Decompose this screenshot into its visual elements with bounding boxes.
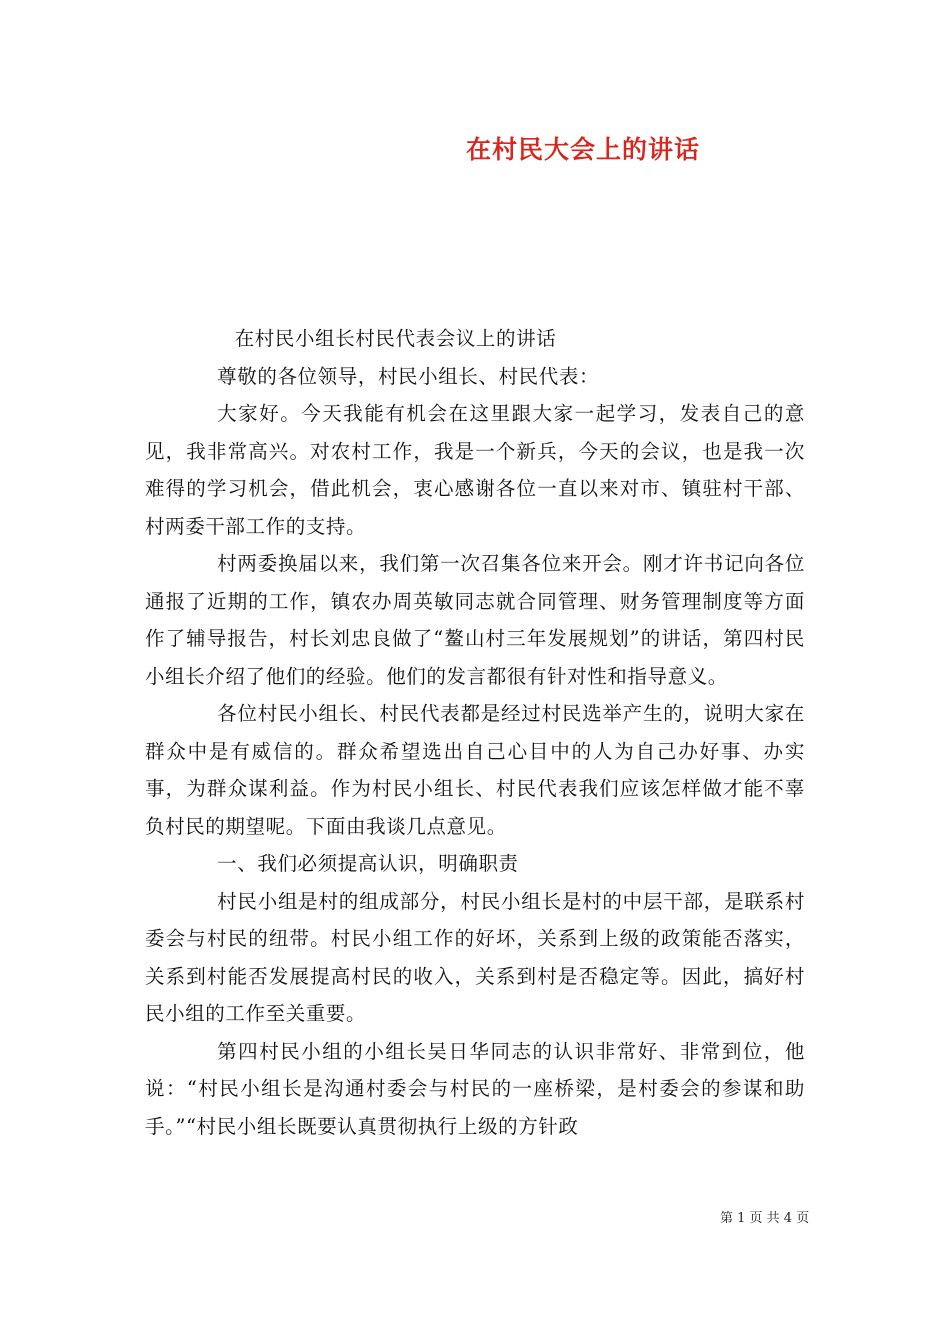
body-paragraph: 村两委换届以来，我们第一次召集各位来开会。刚才许书记向各位通报了近期的工作，镇农办周英敏同志就合同管理、财务管理制度等方面作了辅导报告，村长刘忠良做了“鳌山村三年发展规划”的讲话，第四村民小组长介绍了他们的经验。他们的发言都很有针对性和指导意义。 [145, 552, 805, 688]
body-paragraph: 大家好。今天我能有机会在这里跟大家一起学习，发表自己的意见，我非常高兴。对农村工作，我是一个新兵，今天的会议，也是我一次难得的学习机会，借此机会，衷心感谢各位一直以来对市、镇驻村干部、村两委干部工作的支持。 [145, 402, 805, 538]
salutation: 尊敬的各位领导，村民小组长、村民代表： [217, 364, 600, 388]
document-body [145, 320, 805, 1145]
body-paragraph: 第四村民小组的小组长吴日华同志的认识非常好、非常到位，他说：“村民小组长是沟通村委会与村民的一座桥梁，是村委会的参谋和助手。”“村民小组长既要认真贯彻执行上级的方针政 [145, 1039, 805, 1138]
document-title: 在村民大会上的讲话 [465, 135, 700, 164]
body-paragraph: 村民小组是村的组成部分，村民小组长是村的中层干部，是联系村委会与村民的纽带。村民小组工作的好坏，关系到上级的政策能否落实，关系到村能否发展提高村民的收入，关系到村是否稳定等。因此，搞好村民小组的工作至关重要。 [145, 889, 805, 1025]
page-number: 第 1 页 共 4 页 [720, 1211, 810, 1226]
section-heading: 一、我们必须提高认识，明确职责 [217, 852, 519, 875]
document-subtitle: 在村民小组长村民代表会议上的讲话 [234, 327, 557, 350]
body-paragraph: 各位村民小组长、村民代表都是经过村民选举产生的，说明大家在群众中是有威信的。群众希望选出自己心目中的人为自己办好事、办实事，为群众谋利益。作为村民小组长、村民代表我们应该怎样做才能不辜负村民的期望呢。下面由我谈几点意见。 [145, 702, 805, 838]
